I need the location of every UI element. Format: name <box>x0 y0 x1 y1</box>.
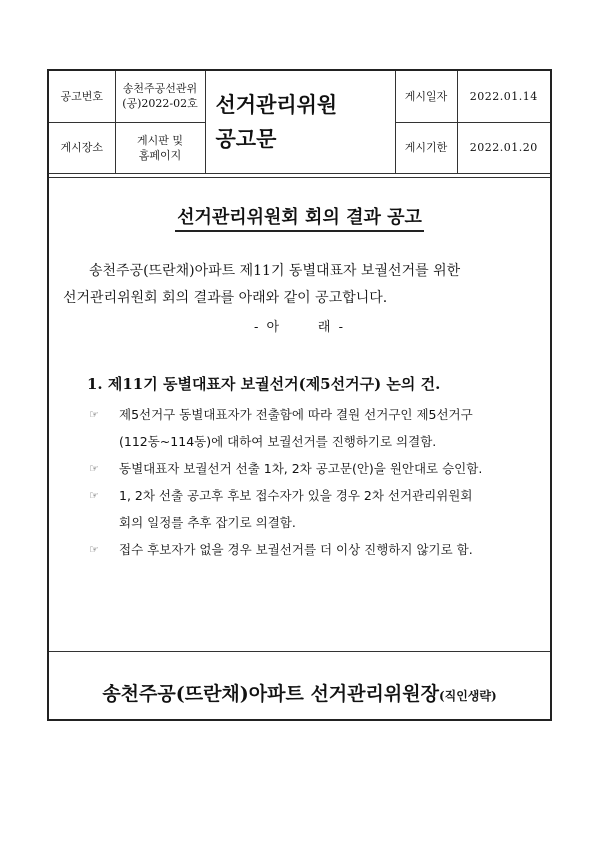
intro-line-2: 선거관리위원회 회의 결과를 아래와 같이 공고합니다. <box>63 290 388 306</box>
post-date-label: 게시일자 <box>395 71 457 122</box>
bullet-list <box>89 401 544 563</box>
notice-number-value-line2: (공)2022-02호 <box>122 97 198 111</box>
pointing-hand-icon: ☞ <box>89 408 99 421</box>
intro-line-1: 송천주공(뜨란채)아파트 제11기 동별대표자 보궐선거를 위한 <box>89 263 461 279</box>
post-place-value-line1: 게시판 및 <box>136 133 183 147</box>
post-deadline-label: 게시기한 <box>395 122 457 173</box>
header-table <box>49 71 550 174</box>
below-label: - 아 래 - <box>254 320 345 335</box>
post-deadline-value: 2022.01.20 <box>457 122 550 173</box>
list-item <box>89 536 544 563</box>
post-place-value <box>115 122 205 173</box>
signature-text: 송천주공(뜨란채)아파트 선거관리위원장 <box>102 683 439 705</box>
pointing-hand-icon: ☞ <box>89 462 99 475</box>
list-item <box>89 401 544 455</box>
bullet-1-line-2: (112동~114동)에 대하여 보궐선거를 진행하기로 의결함. <box>119 434 437 449</box>
bullet-2-line-1: 동별대표자 보궐선거 선출 1차, 2차 공고문(안)을 원안대로 승인함. <box>119 461 483 476</box>
pointing-hand-icon: ☞ <box>89 543 99 556</box>
signature-line <box>49 679 550 706</box>
signature-divider <box>49 651 550 652</box>
bullet-3-line-2: 회의 일정를 추후 잡기로 의결함. <box>119 515 296 530</box>
seal-omitted-note: (직인생략) <box>438 689 497 703</box>
notice-main-title <box>205 71 395 173</box>
post-date-value: 2022.01.14 <box>457 71 550 122</box>
list-item <box>89 455 544 482</box>
notice-number-label: 공고번호 <box>49 71 115 122</box>
document-title-text: 선거관리위원회 회의 결과 공고 <box>175 207 424 232</box>
bullet-4-line-1: 접수 후보자가 없을 경우 보궐선거를 더 이상 진행하지 않기로 함. <box>119 542 473 557</box>
title-line-1: 선거관리위원 <box>215 91 338 117</box>
title-line-2: 공고문 <box>215 125 277 151</box>
notice-frame <box>47 69 552 721</box>
list-item <box>89 482 544 536</box>
notice-number-value-line1: 송천주공선관위 <box>122 82 198 96</box>
bullet-1-line-1: 제5선거구 동별대표자가 전출함에 따라 결원 선거구인 제5선거구 <box>119 407 473 422</box>
bullet-3-line-1: 1, 2차 선출 공고후 후보 접수자가 있을 경우 2차 선거관리위원회 <box>119 488 473 503</box>
notice-number-value <box>115 71 205 122</box>
pointing-hand-icon: ☞ <box>89 489 99 502</box>
item-heading: 1. 제11기 동별대표자 보궐선거(제5선거구) 논의 건. <box>87 375 441 393</box>
header-divider <box>49 173 550 178</box>
post-place-value-line2: 홈페이지 <box>138 148 182 162</box>
intro-paragraph <box>63 258 543 312</box>
document-title <box>49 203 550 229</box>
post-place-label: 게시장소 <box>49 122 115 173</box>
